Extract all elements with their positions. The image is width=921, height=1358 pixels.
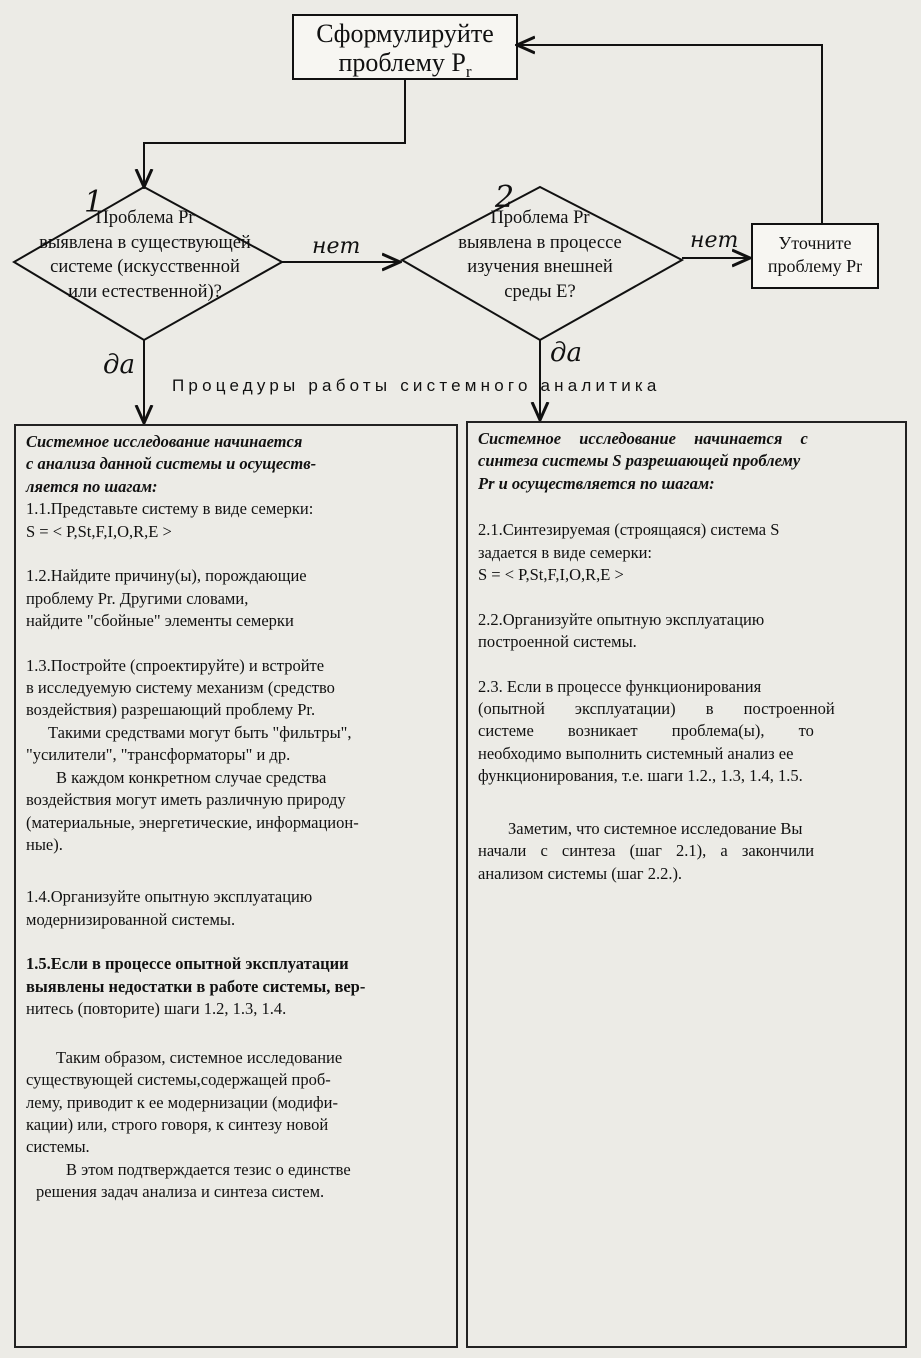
- decision-2-label: [415, 206, 665, 304]
- right-intro-line1: Системное исследование начинается с: [478, 429, 808, 448]
- connector-start-to-decision1: [144, 79, 405, 187]
- left-step-1-5-line3: нитесь (повторите) шаги 1.2, 1.3, 1.4.: [26, 999, 287, 1019]
- decision-2-line2: выявлена в процессе: [458, 232, 622, 253]
- left-step-1-2-line2: проблему Pr. Другими словами,: [26, 588, 249, 608]
- left-conclusion-line6: В этом подтверждается тезис о единстве: [66, 1159, 351, 1179]
- left-conclusion-line2: существующей системы,содержащей проб-: [26, 1070, 331, 1090]
- right-step-2-2-line2: построенной системы.: [478, 632, 637, 652]
- right-intro-line2: синтеза системы S разрешающей проблему: [478, 451, 801, 471]
- left-step-1-3-line1: 1.3.Постройте (спроектируйте) и встройте: [26, 655, 325, 675]
- label-yes-2: да: [550, 338, 582, 368]
- left-panel: [14, 424, 458, 1348]
- right-step-2-1-line1: 2.1.Синтезируемая (строящаяся) система S: [478, 520, 780, 540]
- right-step-2-3-line2: (опытной эксплуатации) в построенной: [478, 698, 835, 718]
- decision-1-line4: или естественной)?: [68, 281, 222, 302]
- decision-2-line3: изучения внешней: [467, 257, 613, 278]
- right-step-2-3-line5: функционирования, т.е. шаги 1.2., 1.3, 1.4, 1.5.: [478, 766, 803, 786]
- decision-1-line1: Проблема Pr: [95, 208, 195, 228]
- left-step-1-2-line3: найдите "сбойные" элементы семерки: [26, 611, 294, 631]
- right-intro-line3: Pr и осуществляется по шагам:: [478, 473, 715, 493]
- right-step-2-3-line1: 2.3. Если в процессе функционирования: [478, 676, 762, 696]
- decision-2-line4: среды E?: [504, 281, 576, 302]
- left-step-1-1-line2: S = < P,St,F,I,O,R,E >: [26, 521, 172, 541]
- left-conclusion-line7: решения задач анализа и синтеза систем.: [36, 1182, 325, 1202]
- left-step-1-3-line9: ные).: [26, 835, 63, 854]
- left-step-1-3-line5: "усилители", "трансформаторы" и др.: [26, 745, 291, 765]
- decision-2-line1: Проблема Pr: [490, 208, 590, 228]
- decision-2-number: 2: [495, 180, 515, 215]
- left-conclusion-line3: лему, приводит к ее модернизации (модифи-: [26, 1092, 338, 1112]
- left-conclusion-line5: системы.: [26, 1137, 90, 1157]
- right-step-2-2-line1: 2.2.Организуйте опытную эксплуатацию: [478, 609, 765, 629]
- procedures-title: Процедуры работы системного аналитика: [172, 376, 661, 395]
- decision-1-line2: выявлена в существующей: [39, 232, 251, 253]
- left-step-1-1-line1: 1.1.Представьте систему в виде семерки:: [26, 499, 314, 519]
- left-intro-line1: Системное исследование начинается: [26, 432, 303, 451]
- left-conclusion-line4: кации) или, строго говоря, к синтезу новой: [26, 1114, 329, 1134]
- right-step-2-1-line3: S = < P,St,F,I,O,R,E >: [478, 565, 624, 585]
- start-box-line2: проблему $P_r$: [338, 47, 472, 81]
- right-note-line1: Заметим, что системное исследование Вы: [508, 818, 803, 838]
- decision-1-number: 1: [84, 185, 104, 220]
- left-step-1-5-line2: выявлены недостатки в работе системы, вер-: [26, 976, 366, 996]
- left-intro-line2: с анализа данной системы и осуществ-: [26, 454, 317, 474]
- start-box-line1: Сформулируйте: [316, 19, 494, 48]
- left-step-1-3-line4: Такими средствами могут быть "фильтры",: [48, 722, 352, 742]
- clarify-box-label: [752, 232, 878, 279]
- right-panel: [466, 421, 907, 1348]
- decision-1-label: [20, 206, 270, 304]
- left-step-1-3-line6: В каждом конкретном случае средства: [56, 767, 327, 787]
- left-conclusion-line1: Таким образом, системное исследование: [56, 1047, 343, 1067]
- right-step-2-1-line2: задается в виде семерки:: [478, 542, 653, 562]
- label-no-1: нет: [312, 234, 361, 259]
- connector-feedback: [517, 45, 822, 224]
- right-step-2-3-line3: системе возникает проблема(ы), то: [478, 721, 814, 741]
- clarify-box-line1: Уточните: [778, 233, 852, 253]
- right-note-line3: анализом системы (шаг 2.2.).: [478, 863, 683, 883]
- right-step-2-3-line4: необходимо выполнить системный анализ ее: [478, 743, 794, 763]
- clarify-box-line2: проблему Pr: [767, 256, 863, 277]
- decision-1-line3: системе (искусственной: [50, 257, 240, 278]
- left-step-1-2-line1: 1.2.Найдите причину(ы), порождающие: [26, 566, 307, 586]
- left-step-1-4-line1: 1.4.Организуйте опытную эксплуатацию: [26, 887, 313, 907]
- right-note-line2: начали с синтеза (шаг 2.1), а закончили: [478, 841, 815, 861]
- left-intro-line3: ляется по шагам:: [26, 476, 158, 496]
- start-box-subscript: r: [465, 61, 472, 81]
- label-no-2: нет: [690, 228, 739, 253]
- left-step-1-3-line8: (материальные, энергетические, информацион-: [26, 812, 359, 832]
- label-yes-1: да: [103, 350, 135, 380]
- left-step-1-3-line7: воздействия могут иметь различную природу: [26, 790, 346, 810]
- start-box-label: [293, 20, 517, 81]
- left-step-1-4-line2: модернизированной системы.: [26, 909, 236, 929]
- left-step-1-3-line3: воздействия) разрешающий проблему Pr.: [26, 700, 316, 720]
- left-step-1-5-line1: 1.5.Если в процессе опытной эксплуатации: [26, 954, 349, 974]
- left-step-1-3-line2: в исследуемую систему механизм (средство: [26, 677, 335, 697]
